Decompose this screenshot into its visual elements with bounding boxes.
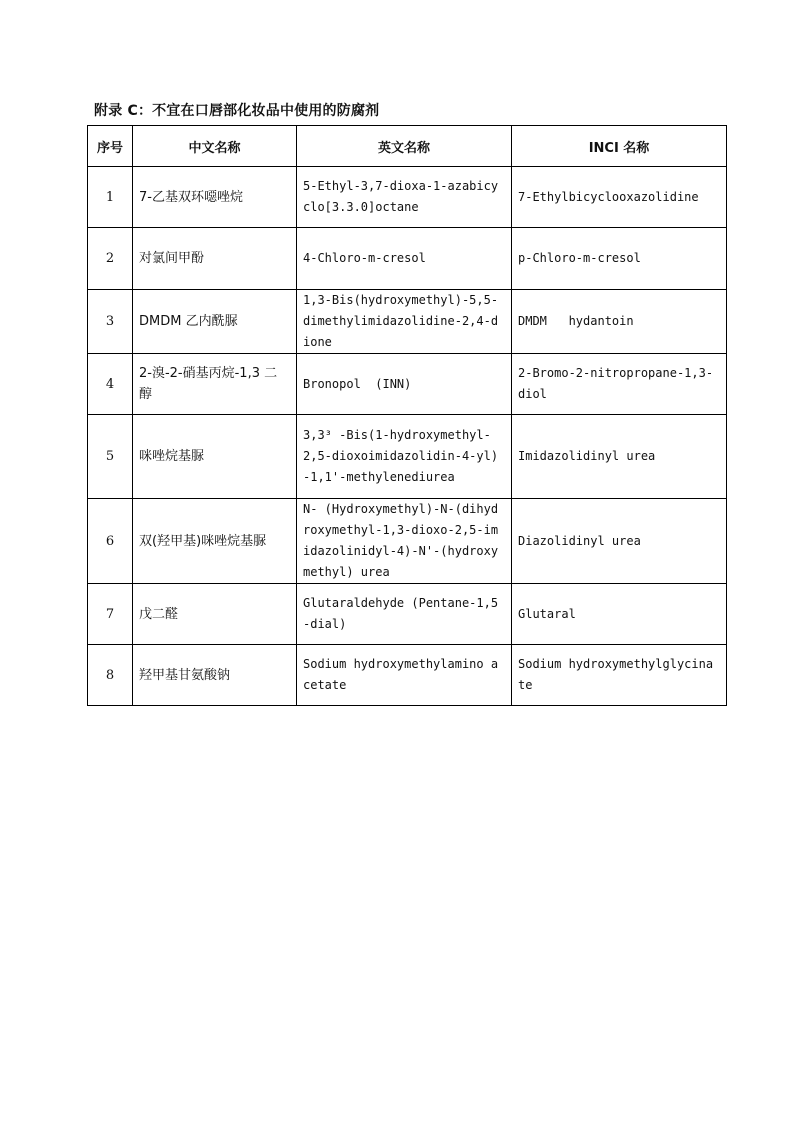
header-chinese-name: 中文名称 — [133, 126, 297, 167]
row-inci-name: 7-Ethylbicyclooxazolidine — [512, 167, 727, 228]
row-inci-name: Diazolidinyl urea — [512, 499, 727, 584]
row-no: 3 — [88, 290, 133, 354]
header-no: 序号 — [88, 126, 133, 167]
row-inci-name: Imidazolidinyl urea — [512, 415, 727, 499]
row-chinese-name: 双(羟甲基)咪唑烷基脲 — [133, 499, 297, 584]
row-no: 1 — [88, 167, 133, 228]
table-row — [88, 290, 727, 354]
row-chinese-name: DMDM 乙内酰脲 — [133, 290, 297, 354]
row-chinese-name: 2-溴-2-硝基丙烷-1,3 二醇 — [133, 354, 297, 415]
row-english-name: N- (Hydroxymethyl)-N-(dihydroxymethyl-1,3-dioxo-2,5-imidazolinidyl-4)-N'-(hydroxymethyl) urea — [297, 499, 512, 584]
row-no: 2 — [88, 228, 133, 290]
row-no: 5 — [88, 415, 133, 499]
table-row — [88, 584, 727, 645]
row-chinese-name: 对氯间甲酚 — [133, 228, 297, 290]
row-inci-name: Sodium hydroxymethylglycinate — [512, 645, 727, 706]
row-english-name: Bronopol (INN) — [297, 354, 512, 415]
header-inci-name: INCI 名称 — [512, 126, 727, 167]
table-row — [88, 354, 727, 415]
row-no: 4 — [88, 354, 133, 415]
table-row — [88, 167, 727, 228]
row-chinese-name: 戊二醛 — [133, 584, 297, 645]
appendix-title: 附录 C：不宜在口唇部化妆品中使用的防腐剂 — [94, 103, 380, 119]
row-no: 6 — [88, 499, 133, 584]
row-inci-name: 2-Bromo-2-nitropropane-1,3-diol — [512, 354, 727, 415]
preservatives-table — [87, 125, 727, 706]
row-chinese-name: 咪唑烷基脲 — [133, 415, 297, 499]
row-chinese-name: 7-乙基双环噁唑烷 — [133, 167, 297, 228]
row-inci-name: p-Chloro-m-cresol — [512, 228, 727, 290]
row-inci-name: Glutaral — [512, 584, 727, 645]
row-english-name: Sodium hydroxymethylamino acetate — [297, 645, 512, 706]
table-header-row — [88, 126, 727, 167]
table-row — [88, 415, 727, 499]
row-english-name: 1,3-Bis(hydroxymethyl)-5,5-dimethylimidazolidine-2,4-dione — [297, 290, 512, 354]
row-english-name: Glutaraldehyde (Pentane-1,5-dial) — [297, 584, 512, 645]
row-no: 8 — [88, 645, 133, 706]
table-row — [88, 228, 727, 290]
table-row — [88, 645, 727, 706]
row-english-name: 3,3³ -Bis(1-hydroxymethyl-2,5-dioxoimidazolidin-4-yl)-1,1'-methylenediurea — [297, 415, 512, 499]
row-english-name: 5-Ethyl-3,7-dioxa-1-azabicyclo[3.3.0]octane — [297, 167, 512, 228]
row-inci-name: DMDM hydantoin — [512, 290, 727, 354]
row-no: 7 — [88, 584, 133, 645]
row-english-name: 4-Chloro-m-cresol — [297, 228, 512, 290]
header-english-name: 英文名称 — [297, 126, 512, 167]
row-chinese-name: 羟甲基甘氨酸钠 — [133, 645, 297, 706]
table-row — [88, 499, 727, 584]
